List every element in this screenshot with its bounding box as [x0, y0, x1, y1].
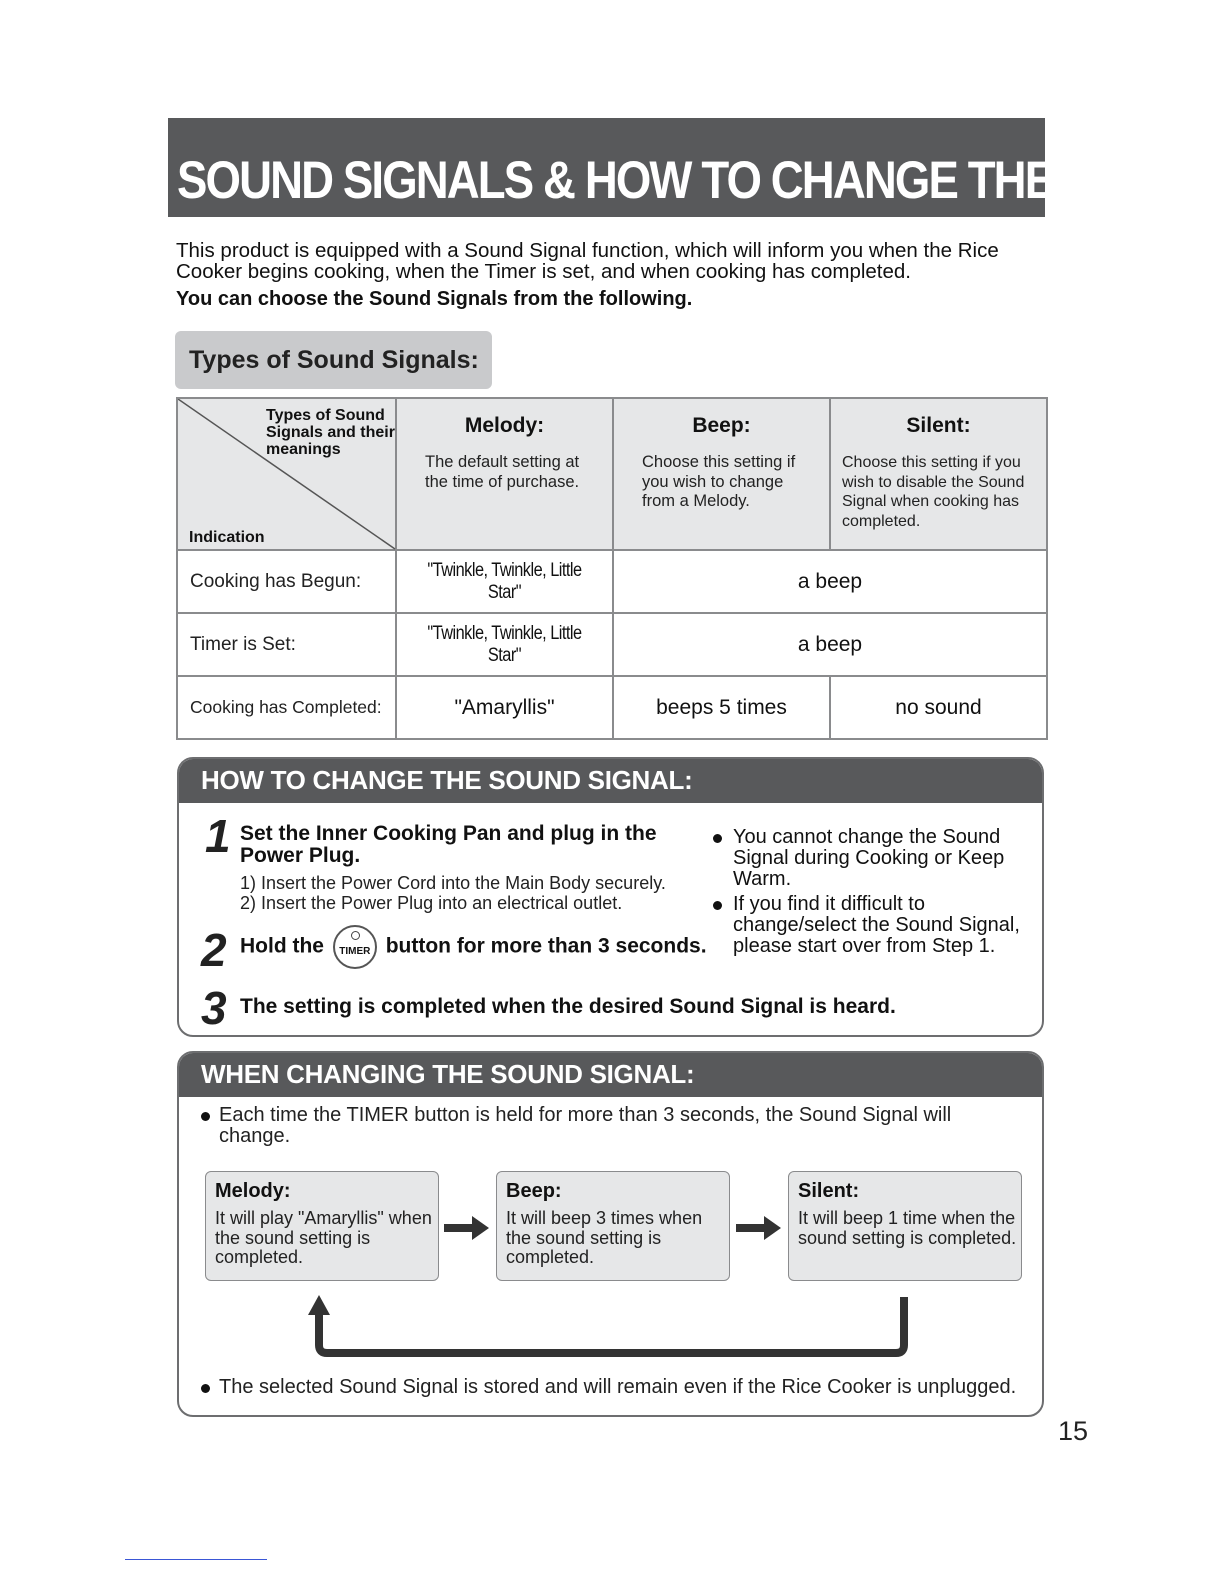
cell-beep-silent: a beep: [613, 550, 1047, 613]
step1-sub1: 1) Insert the Power Cord into the Main Body securely.: [240, 873, 666, 893]
arrow-right-icon: [736, 1215, 782, 1241]
silent-box: [788, 1171, 1022, 1281]
when-changing-panel: [177, 1051, 1044, 1417]
table-row: [177, 550, 1047, 613]
step-number: 3: [201, 982, 227, 1034]
column-desc: The default setting at the time of purchase.: [425, 453, 580, 491]
table-corner-cell: [177, 398, 396, 550]
row-label: Timer is Set:: [177, 613, 396, 676]
title-bar: [168, 118, 1090, 217]
page-number: 15: [1058, 1416, 1089, 1446]
footer-rule: [125, 1559, 267, 1560]
intro-bold-text: You can choose the Sound Signals from the following.: [176, 288, 693, 310]
step3-title: The setting is completed when the desired Sound Signal is heard.: [240, 995, 896, 1018]
arrow-right-icon: [444, 1215, 490, 1241]
when-changing-header: WHEN CHANGING THE SOUND SIGNAL:: [179, 1053, 1042, 1097]
cell-melody: "Twinkle, Twinkle, Little Star": [411, 550, 598, 613]
column-desc: Choose this setting if you wish to change from a Melody.: [642, 453, 796, 510]
loop-back-arrow-icon: [307, 1293, 912, 1359]
how-to-change-panel: [177, 757, 1044, 1037]
cell-melody: "Twinkle, Twinkle, Little Star": [411, 613, 598, 676]
column-title: Beep:: [692, 414, 751, 437]
corner-top-label: Types of Sound Signals and their meanings: [266, 407, 395, 458]
timer-button-icon: [333, 925, 377, 969]
box-text: It will beep 3 times when the sound setting is completed.: [506, 1208, 703, 1267]
notes-list: [713, 827, 1033, 961]
sound-signal-table: [176, 397, 1048, 740]
bullet-icon: [201, 1112, 210, 1121]
table-row: [177, 676, 1047, 739]
column-title: Melody:: [464, 414, 545, 437]
cell-melody: "Amaryllis": [396, 676, 613, 739]
box-title: Silent:: [798, 1180, 860, 1202]
step2-before: Hold the: [240, 934, 324, 958]
table-row: [177, 613, 1047, 676]
page-title: SOUND SIGNALS & HOW TO CHANGE THEM: [177, 151, 1090, 210]
column-silent: [830, 398, 1047, 550]
cell-beep: beeps 5 times: [613, 676, 830, 739]
column-desc: Choose this setting if you wish to disable the Sound Signal when cooking has completed.: [842, 454, 1025, 530]
how-to-change-header: HOW TO CHANGE THE SOUND SIGNAL:: [179, 759, 1042, 803]
intro-text: This product is equipped with a Sound Signal function, which will inform you when the Rice Cooker begins cooking, when the Timer is set, and when cooking has completed.: [176, 239, 999, 283]
when-changing-bullet1: Each time the TIMER button is held for more than 3 seconds, the Sound Signal will change.: [201, 1105, 1019, 1147]
column-title: Silent:: [906, 414, 971, 437]
step2-after: button for more than 3 seconds.: [385, 934, 707, 958]
when-changing-bullet2: The selected Sound Signal is stored and will remain even if the Rice Cooker is unplugged.: [201, 1377, 1039, 1398]
column-beep: [613, 398, 830, 550]
step-number: 2: [201, 924, 227, 976]
bullet-icon: [201, 1384, 210, 1393]
types-tab-label: Types of Sound Signals:: [175, 331, 492, 389]
melody-box: [205, 1171, 439, 1281]
note-item: If you find it difficult to change/select the Sound Signal, please start over from Step 1.: [713, 894, 1033, 957]
box-text: It will play "Amaryllis" when the sound setting is completed.: [215, 1208, 432, 1267]
step1-sub2: 2) Insert the Power Plug into an electrical outlet.: [240, 893, 623, 913]
step1-title: Set the Inner Cooking Pan and plug in the Power Plug.: [240, 822, 657, 867]
corner-bottom-label: Indication: [189, 529, 265, 546]
box-text: It will beep 1 time when the sound setting is completed.: [798, 1208, 1017, 1248]
cell-beep-silent: a beep: [613, 613, 1047, 676]
step2-instruction: [240, 925, 707, 969]
bullet-icon: [713, 901, 722, 910]
bullet-icon: [713, 834, 722, 843]
box-title: Melody:: [215, 1180, 291, 1202]
row-label: Cooking has Begun:: [177, 550, 396, 613]
box-title: Beep:: [506, 1180, 562, 1202]
row-label: Cooking has Completed:: [177, 676, 396, 739]
note-item: You cannot change the Sound Signal during Cooking or Keep Warm.: [713, 827, 1033, 890]
step-number: 1: [205, 810, 231, 862]
cell-silent: no sound: [830, 676, 1047, 739]
table-header-row: [177, 398, 1047, 550]
beep-box: [496, 1171, 730, 1281]
column-melody: [396, 398, 613, 550]
timer-button-label: TIMER: [339, 946, 371, 957]
